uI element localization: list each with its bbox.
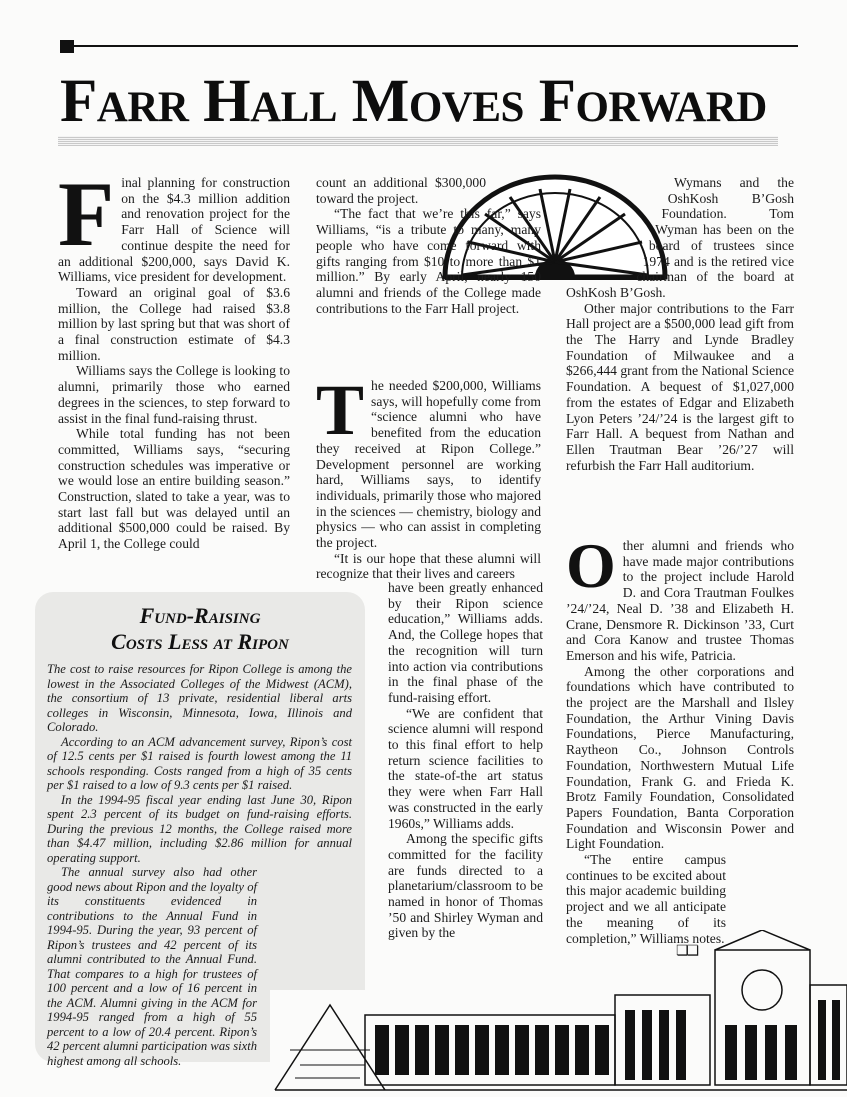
paragraph: While total funding has not been committed, Williams says, “securing construction schedules was imperative or we would lose an entire building season.” Construction, slated to take a year, was to start last fall but was delayed until an additional $500,000 could be raised. By April 1, the College could	[58, 426, 290, 552]
header-rule-line	[74, 45, 798, 47]
article-column-3-bottom	[566, 530, 794, 946]
title-underline-band	[58, 136, 778, 146]
end-mark-icon: ❏❏	[676, 944, 698, 959]
drop-cap: F	[58, 163, 115, 265]
paragraph: “The fact that we’re this far,” says Williams, “is a tribute to many, many people who have come forward with gifts ranging from $10 to more than $1 million.” By early April, nearly 150 alumni and friends of the College made contributions to the Farr Hall project.	[316, 206, 541, 316]
paragraph: The annual survey also had other good news about Ripon and the loyalty of its constituents evidenced in contributions to the Annual Fund in 1994-95. During the year, 93 percent of Ripon’s trustees and 42 percent of its alumni contributed to the Annual Fund. That compares to a high for trustees of 100 percent and a low of 16 percent in the ACM. Alumni giving in the ACM for 1994-95 ranged from a high of 55 percent to a low of 20.4 percent. Ripon’s 42 percent alumni participation was sixth highest among all schools.	[47, 865, 257, 1068]
paragraph: In the 1994-95 fiscal year ending last June 30, Ripon spent 2.3 percent of its budget on fund-raising efforts. During the previous 12 months, the College raised more than $4.47 million, including $2.86 million for annual operating support.	[47, 792, 352, 865]
paragraph: “We are confident that science alumni will respond to this final effort to help return science facilities to the state-of-the art status they were when Farr Hall was constructed in the early 1960s,” Williams adds.	[388, 705, 543, 831]
paragraph: Other major contributions to the Farr Hall project are a $500,000 lead gift from the The Harry and Lynde Bradley Foundation of Milwaukee and a $266,444 grant from the National Science Foundation. A bequest of $1,027,000 from the estates of Edgar and Elizabeth Lyon Peters ’24/’24 is the largest gift to Farr Hall. A bequest from Nathan and Ellen Trautman Bear ’26/’27 will refurbish the Farr Hall auditorium.	[566, 300, 795, 473]
paragraph: Toward an original goal of $3.6 million, the College had raised $3.8 million by last spring but that was short of a final construction estimate of $4.3 million.	[58, 284, 290, 363]
article-title: Farr Hall Moves Forward	[60, 68, 767, 135]
paragraph: count an additional $300,000 toward the project.	[316, 175, 486, 206]
paragraph: Wymans and the OshKosh B’Gosh Foundation. Tom Wyman has been on the board of trustees since 1974 and is the retired vice chairman of the board at OshKosh B’Gosh.	[566, 175, 794, 300]
paragraph: According to an ACM advancement survey, Ripon’s cost of 12.5 cents per $1 raised is fourth lowest among the 11 schools responding. Costs ranged from a high of 35 cents per $1 raised to a low of 9.3 cents per $1 raised.	[47, 734, 352, 792]
header-rule-square	[60, 40, 74, 53]
paragraph: “The entire campus continues to be excited about this major academic building project and we all anticipate the meaning of its completion,” Williams notes.	[566, 852, 726, 946]
article-column-1	[58, 163, 290, 552]
paragraph: Final planning for construction on the $4.3 million addition and renovation project for the Farr Hall of Science will continue despite the need for an additional $200,000, says David K. Williams, vice president for development.	[58, 163, 290, 285]
sidebar-title: Fund-Raising Costs Less at Ripon	[111, 603, 289, 654]
paragraph: The cost to raise resources for Ripon College is among the lowest in the Associated Colleges of the Midwest (ACM), the consortium of 13 private, residential liberal arts colleges in Wisconsin, Minnesota, Iowa, Illinois and Colorado.	[47, 662, 352, 734]
paragraph: Williams says the College is looking to alumni, primarily those who earned degrees in the sciences, to step forward to assist in the final fund-raising thrust.	[58, 363, 290, 426]
paragraph: Among the other corporations and foundations which have contributed to the project are the Marshall and Ilsley Foundation, the Arthur Vining Davis Foundations, Pierce Manufacturing, Raytheon Co., Johnson Controls Foundation, Northwestern Mutual Life Foundation, Frank G. and Frieda K. Brotz Family Foundation, Consolidated Papers Foundation, Banta Corporation Foundation and Wisconsin Power and Light Foundation.	[566, 663, 794, 852]
drop-cap: T	[316, 370, 365, 450]
article-column-3-top	[566, 175, 794, 473]
article-column-2-top	[316, 175, 541, 316]
drop-cap: O	[566, 530, 616, 601]
farr-hall-building-sketch	[270, 930, 847, 1097]
paragraph: have been greatly enhanced by their Ripon science education,” Williams adds. And, the College hopes that the recognition will turn into action via contributions in the final phase of the fund-raising effort.	[388, 580, 543, 705]
article-column-2-middle	[316, 370, 541, 582]
paragraph: “It is our hope that these alumni will recognize that their lives and careers	[316, 550, 541, 582]
paragraph: Among the specific gifts committed for the facility are funds directed to a planetarium/classroom to be named in honor of Thomas ’50 and Shirley Wyman and given by the	[388, 831, 543, 941]
article-column-2-narrow	[388, 580, 543, 941]
paragraph: The needed $200,000, Williams says, will hopefully come from “science alumni who have benefited from the education they received at Ripon College.” Development personnel are working hard, Williams says, to identify individuals, primarily those who majored in the sciences — chemistry, biology and physics — who can assist in completing the project.	[316, 370, 541, 551]
paragraph: Other alumni and friends who have made major contributions to the project include Harold D. and Cora Trautman Foulkes ’24/’24, Neal D. ’38 and Elizabeth H. Crane, Densmore R. Dickinson ’33, Curt and Cora Kanow and trustee Thomas Emerson and his wife, Patricia.	[566, 530, 794, 663]
